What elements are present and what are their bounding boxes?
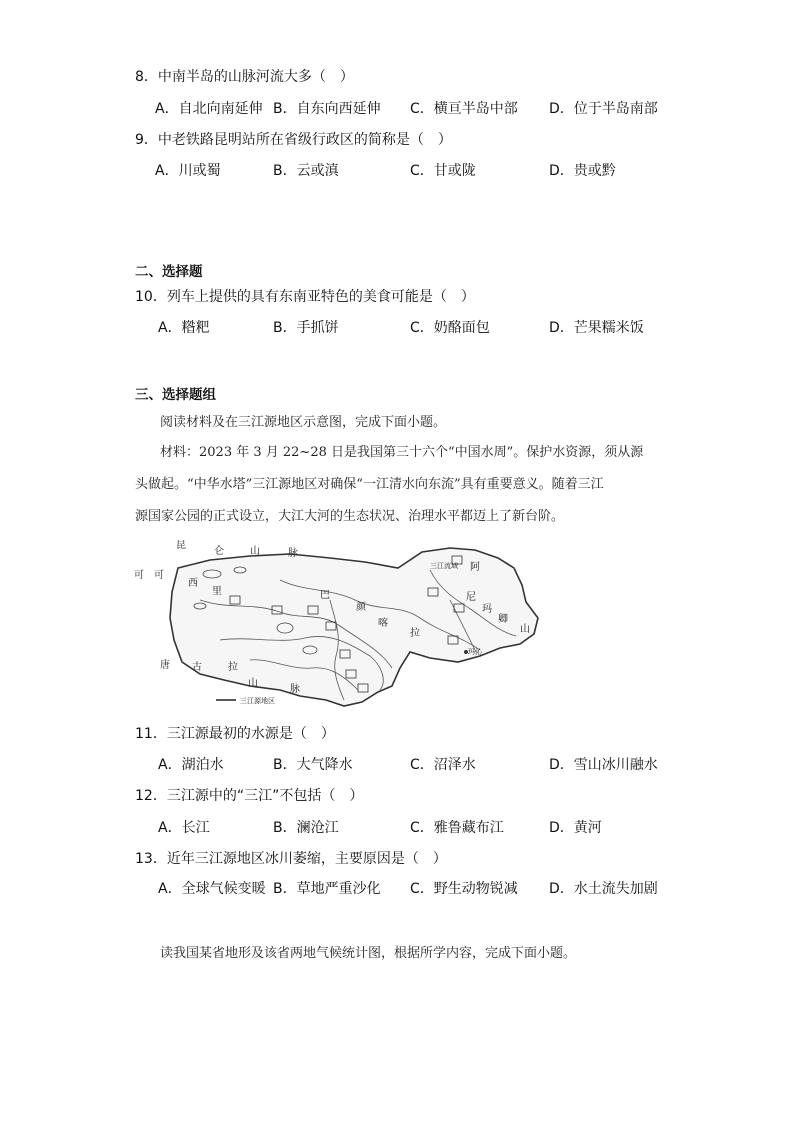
question-8-options: [155, 98, 715, 118]
material-line-1: 材料：2023 年 3 月 22~28 日是我国第三十六个“中国水周”。保护水资源，须从源: [160, 445, 644, 460]
map-label: 西: [188, 578, 198, 589]
map-label: 玛: [482, 604, 492, 615]
option-a[interactable]: A．全球气候变暖: [158, 881, 266, 897]
map-label: 颜: [356, 602, 366, 613]
option-c[interactable]: C．横亘半岛中部: [410, 101, 518, 117]
sanjiangyuan-map: [130, 540, 542, 712]
question-12-options: [158, 817, 718, 837]
option-c[interactable]: C．雅鲁藏布江: [410, 820, 504, 836]
map-label: 喀: [378, 618, 388, 629]
question-12-stem: 12．三江源中的“三江”不包括（ ）: [135, 788, 364, 804]
option-b[interactable]: B．澜沧江: [273, 820, 339, 836]
option-b[interactable]: B．草地严重沙化: [273, 881, 381, 897]
map-label: 拉: [410, 628, 420, 639]
option-d[interactable]: D．雪山冰川融水: [549, 757, 658, 773]
map-label: 阿: [470, 562, 480, 573]
question-10-options: [158, 317, 718, 337]
option-c[interactable]: C．沼泽水: [410, 757, 476, 773]
map-label: 里: [212, 586, 222, 597]
map-label: 可: [154, 570, 164, 581]
map-label: 唐: [160, 660, 170, 671]
option-a[interactable]: A．长江: [158, 820, 210, 836]
map-label: 拉: [228, 662, 238, 673]
option-c[interactable]: C．野生动物锐减: [410, 881, 518, 897]
option-d[interactable]: D．芒果糯米饭: [549, 320, 644, 336]
option-b[interactable]: B．手抓饼: [273, 320, 339, 336]
map-label: 古: [192, 662, 202, 673]
question-11-stem: 11．三江源最初的水源是（ ）: [135, 726, 335, 742]
option-d[interactable]: D．贵或黔: [549, 163, 616, 179]
question-8-stem: 8．中南半岛的山脉河流大多（ ）: [135, 69, 354, 85]
map-label: 山: [250, 546, 260, 557]
option-b[interactable]: B．大气降水: [273, 757, 353, 773]
option-b[interactable]: B．自东向西延伸: [273, 101, 381, 117]
question-9-stem: 9．中老铁路昆明站所在省级行政区的简称是（ ）: [135, 132, 452, 148]
map-label: 脉: [290, 684, 300, 695]
map-label: 巴: [320, 590, 330, 601]
option-a[interactable]: A．川或蜀: [155, 163, 221, 179]
map-label: 山: [520, 624, 530, 635]
option-c[interactable]: C．奶酪面包: [410, 320, 490, 336]
option-a[interactable]: A．糌粑: [158, 320, 210, 336]
map-legend-label: 三江源地区: [240, 697, 275, 705]
map-label: 可: [134, 570, 144, 581]
option-c[interactable]: C．甘或陇: [410, 163, 476, 179]
material-intro: 阅读材料及在三江源地区示意图，完成下面小题。: [160, 415, 447, 430]
material-line-2: 头做起。“中华水塔”三江源地区对确保“一江清水向东流”具有重要意义。随着三江: [135, 477, 604, 492]
option-d[interactable]: D．位于半岛南部: [549, 101, 658, 117]
map-label: 昆: [176, 540, 186, 551]
question-13-options: [158, 878, 718, 898]
option-d[interactable]: D．黄河: [549, 820, 602, 836]
question-11-options: [158, 754, 718, 774]
question-13-stem: 13．近年三江源地区冰川萎缩，主要原因是（ ）: [135, 851, 447, 867]
map-label: 脉: [288, 548, 298, 559]
map-city-label: 玛沁: [468, 648, 482, 656]
option-d[interactable]: D．水土流失加剧: [549, 881, 658, 897]
map-label: 山: [248, 678, 258, 689]
map-label: 仑: [214, 546, 224, 557]
option-a[interactable]: A．自北向南延伸: [155, 101, 263, 117]
map-label: 尼: [466, 592, 476, 603]
option-a[interactable]: A．湖泊水: [158, 757, 224, 773]
question-10-stem: 10．列车上提供的具有东南亚特色的美食可能是（ ）: [135, 289, 475, 305]
next-question-intro: 读我国某省地形及该省两地气候统计图，根据所学内容，完成下面小题。: [160, 946, 577, 961]
question-9-options: [155, 160, 715, 180]
section-heading-two: 二、选择题: [135, 264, 203, 280]
material-line-3: 源国家公园的正式设立，大江大河的生态状况、治理水平都迈上了新台阶。: [135, 509, 565, 524]
map-river-note: 三江流域: [430, 562, 458, 570]
map-label: 卿: [498, 614, 508, 625]
option-b[interactable]: B．云或滇: [273, 163, 339, 179]
section-heading-three: 三、选择题组: [135, 387, 216, 403]
